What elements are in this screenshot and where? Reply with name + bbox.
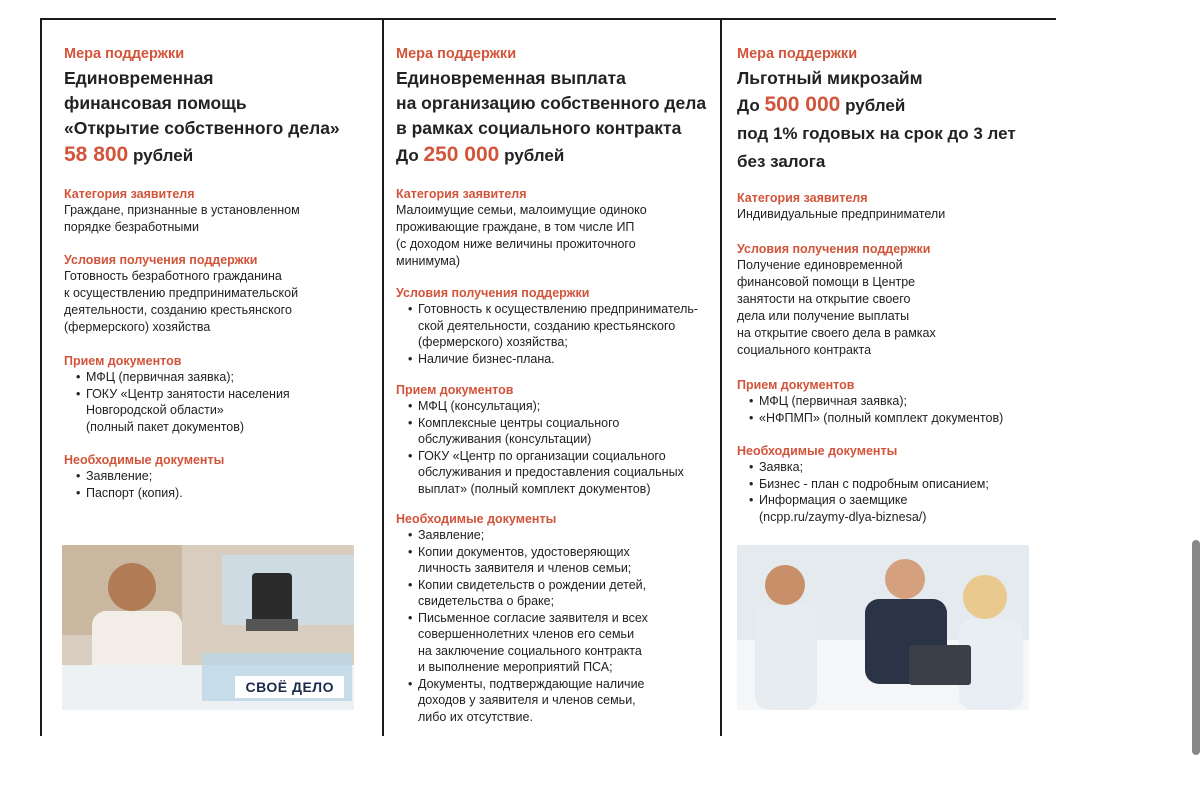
list-item: • Паспорт (копия). bbox=[76, 485, 382, 502]
text-line: порядке безработными bbox=[64, 220, 199, 234]
text-line: к осуществлению предпринимательской bbox=[64, 286, 299, 300]
measure-title bbox=[737, 66, 1056, 91]
list-item: • Заявка; bbox=[749, 459, 1056, 476]
documents-list bbox=[64, 468, 382, 501]
list-item: • ГОКУ «Центр по организации социального обслуживания и предоставления социальных выплат» (полный комплект документов) bbox=[408, 448, 720, 498]
list-item: • Комплексные центры социального обслуживания (консультации) bbox=[408, 415, 720, 448]
list-item: • Бизнес - план с подробным описанием; bbox=[749, 476, 1056, 493]
text-line: минимума) bbox=[396, 254, 461, 268]
category-text bbox=[396, 202, 720, 270]
title-line: в рамках социального контракта bbox=[396, 118, 682, 138]
list-item: • МФЦ (первичная заявка); bbox=[76, 369, 382, 386]
text-line: Малоимущие семьи, малоимущие одиноко bbox=[396, 203, 647, 217]
amount-line bbox=[64, 141, 382, 170]
list-item: • Копии документов, удостоверяющих личность заявителя и членов семьи; bbox=[408, 544, 720, 577]
amount-currency: рублей bbox=[504, 146, 565, 165]
measure-label: Мера поддержки bbox=[396, 46, 517, 62]
conditions-heading: Условия получения поддержки bbox=[396, 286, 590, 300]
title-line: на организацию собственного дела bbox=[396, 93, 707, 113]
reception-heading: Прием документов bbox=[737, 378, 855, 392]
reception-list bbox=[396, 398, 720, 497]
list-item: • Наличие бизнес-плана. bbox=[408, 351, 720, 368]
reception-heading: Прием документов bbox=[396, 383, 514, 397]
measure-title bbox=[396, 66, 720, 141]
amount-line bbox=[396, 141, 720, 170]
amount-value: 500 000 bbox=[764, 93, 841, 116]
text-line: деятельности, созданию крестьянского bbox=[64, 303, 292, 317]
support-measure-column-2 bbox=[384, 20, 720, 736]
amount-line bbox=[737, 91, 1056, 120]
title-line: Единовременная выплата bbox=[396, 68, 626, 88]
reception-list bbox=[64, 369, 382, 435]
list-item: • Заявление; bbox=[408, 527, 720, 544]
list-item: • «НФПМП» (полный комплект документов) bbox=[749, 410, 1056, 427]
list-item: • МФЦ (консультация); bbox=[408, 398, 720, 415]
category-text bbox=[64, 202, 382, 236]
list-item: • Готовность к осуществлению предприниматель- ской деятельности, созданию крестьянского (фермерского) хозяйства; bbox=[408, 301, 720, 351]
photo-illustration bbox=[737, 545, 1029, 710]
documents-list bbox=[396, 527, 720, 725]
business-meeting-photo bbox=[737, 545, 1029, 710]
conditions-heading: Условия получения поддержки bbox=[64, 253, 258, 267]
category-heading: Категория заявителя bbox=[64, 187, 195, 201]
text-line: Получение единовременной bbox=[737, 258, 903, 272]
text-line: социального контракта bbox=[737, 343, 872, 357]
list-item: • Копии свидетельств о рождении детей, свидетельства о браке; bbox=[408, 577, 720, 610]
text-line: (с доходом ниже величины прожиточного bbox=[396, 237, 636, 251]
reception-heading: Прием документов bbox=[64, 354, 182, 368]
measure-label: Мера поддержки bbox=[737, 46, 858, 62]
text-line: Готовность безработного гражданина bbox=[64, 269, 282, 283]
title-line: финансовая помощь bbox=[64, 93, 247, 113]
page-scrollbar[interactable] bbox=[1192, 540, 1200, 755]
loan-terms-line: под 1% годовых на срок до 3 лет bbox=[737, 124, 1016, 143]
loan-terms-line: без залога bbox=[737, 152, 826, 171]
conditions-list bbox=[396, 301, 720, 367]
text-line: занятости на открытие своего bbox=[737, 292, 911, 306]
amount-currency: рублей bbox=[132, 146, 194, 165]
text-line: Граждане, признанные в установленном bbox=[64, 203, 300, 217]
list-item: • МФЦ (первичная заявка); bbox=[749, 393, 1056, 410]
business-photo bbox=[62, 545, 354, 710]
reception-list bbox=[737, 393, 1056, 426]
title-line: Единовременная bbox=[64, 68, 214, 88]
text-line: проживающие граждане, в том числе ИП bbox=[396, 220, 635, 234]
measure-title bbox=[64, 66, 382, 141]
amount-value: 58 800 bbox=[64, 143, 129, 166]
photo-badge: СВОЁ ДЕЛО bbox=[235, 676, 344, 698]
amount-value: 250 000 bbox=[423, 143, 500, 166]
amount-prefix: До bbox=[396, 146, 419, 165]
list-item: • Информация о заемщике (ncpp.ru/zaymy-dlya-biznesa/) bbox=[749, 492, 1056, 525]
measure-label: Мера поддержки bbox=[64, 46, 185, 62]
conditions-text bbox=[64, 268, 382, 336]
amount-currency: рублей bbox=[845, 96, 906, 115]
text-line: Индивидуальные предприниматели bbox=[737, 207, 946, 221]
text-line: (фермерского) хозяйства bbox=[64, 320, 211, 334]
conditions-heading: Условия получения поддержки bbox=[737, 242, 931, 256]
text-line: на открытие своего дела в рамках bbox=[737, 326, 936, 340]
category-heading: Категория заявителя bbox=[396, 187, 527, 201]
documents-heading: Необходимые документы bbox=[64, 453, 225, 467]
list-item: • Документы, подтверждающие наличие доходов у заявителя и членов семьи, либо их отсутствие. bbox=[408, 676, 720, 726]
brochure-sheet bbox=[40, 18, 1056, 736]
documents-heading: Необходимые документы bbox=[737, 444, 898, 458]
documents-list bbox=[737, 459, 1056, 525]
conditions-text bbox=[737, 257, 1056, 359]
documents-heading: Необходимые документы bbox=[396, 512, 557, 526]
category-text bbox=[737, 206, 1056, 223]
text-line: дела или получение выплаты bbox=[737, 309, 910, 323]
title-line: Льготный микрозайм bbox=[737, 68, 923, 88]
list-item: • ГОКУ «Центр занятости населения Новгородской области» (полный пакет документов) bbox=[76, 386, 382, 436]
title-line: «Открытие собственного дела» bbox=[64, 118, 340, 138]
category-heading: Категория заявителя bbox=[737, 191, 868, 205]
text-line: финансовой помощи в Центре bbox=[737, 275, 916, 289]
list-item: • Письменное согласие заявителя и всех совершеннолетних членов его семьи на заключение социального контракта и выполнение мероприятий ПСА; bbox=[408, 610, 720, 676]
amount-prefix: До bbox=[737, 96, 760, 115]
list-item: • Заявление; bbox=[76, 468, 382, 485]
